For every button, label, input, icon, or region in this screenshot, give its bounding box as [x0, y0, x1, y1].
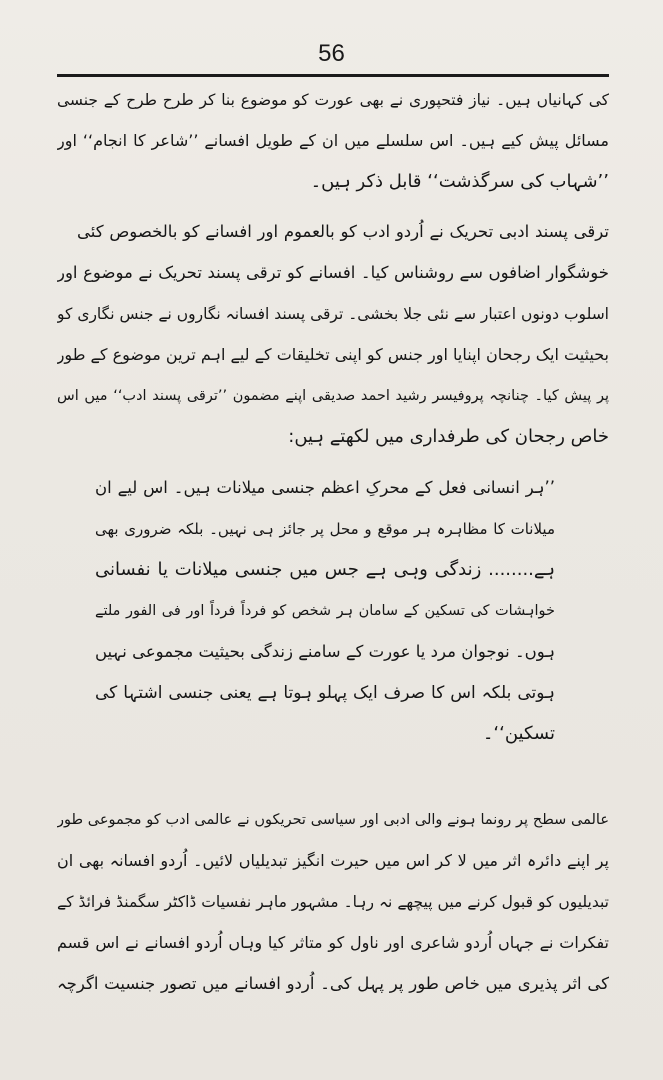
- text-line: عالمی سطح پر رونما ہونے والی ادبی اور سیاسی تحریکوں نے عالمی ادب کو مجموعی طور: [57, 812, 609, 828]
- quote-line: خواہشات کی تسکین کے سامان ہر شخص کو فرداً فرداً اور فی الفور ملتے: [95, 603, 555, 619]
- quote-line: ’’ہر انسانی فعل کے محرکِ اعظم جنسی میلانات ہیں۔ اس لیے ان: [95, 478, 555, 497]
- text-line: خوشگوار اضافوں سے روشناس کیا۔ افسانے کو ترقی پسند تحریک نے موضوع اور: [57, 263, 609, 282]
- text-line: مسائل پیش کیے ہیں۔ اس سلسلے میں ان کے طویل افسانے ’’شاعر کا انجام‘‘ اور: [57, 131, 609, 150]
- text-line: اسلوب دونوں اعتبار سے نئی جلا بخشی۔ ترقی پسند افسانہ نگاروں نے جنس نگاری کو: [57, 305, 609, 323]
- text-line: تفکرات نے جہاں اُردو شاعری اور ناول کو متاثر کیا وہاں اُردو افسانے نے اس قسم: [57, 933, 609, 952]
- page-number: 56: [318, 40, 345, 67]
- text-line: پر اپنے دائرہ اثر میں لا کر اس میں حیرت انگیز تبدیلیاں لائیں۔ اُردو افسانہ بھی ان: [57, 851, 609, 870]
- quote-line: تسکین‘‘۔: [482, 723, 555, 744]
- quote-line: ہوں۔ نوجوان مرد یا عورت کے سامنے زندگی بحیثیت مجموعی نہیں: [95, 642, 555, 661]
- text-line: ترقی پسند ادبی تحریک نے اُردو ادب کو بالعموم اور افسانے کو بالخصوص کئی: [77, 222, 609, 241]
- text-line: ’’شہاب کی سرگذشت‘‘ قابل ذکر ہیں۔: [310, 171, 609, 192]
- text-line: پر پیش کیا۔ چنانچہ پروفیسر رشید احمد صدیقی اپنے مضمون ’’ترقی پسند ادب‘‘ میں اس: [57, 388, 609, 404]
- text-line: کی اثر پذیری میں خاص طور پر پہل کی۔ اُردو افسانے میں تصور جنسیت اگرچہ: [57, 974, 609, 993]
- text-line: کی کہانیاں ہیں۔ نیاز فتحپوری نے بھی عورت کو موضوع بنا کر طرح طرح کے جنسی: [57, 91, 609, 109]
- quote-line: میلانات کا مظاہرہ ہر موقع و محل پر جائز ہی نہیں۔ بلکہ ضروری بھی: [95, 520, 555, 538]
- quote-line: ہے........ زندگی وہی ہے جس میں جنسی میلانات یا نفسانی: [95, 559, 555, 580]
- text-line: خاص رجحان کی طرفداری میں لکھتے ہیں:: [288, 426, 609, 447]
- quote-line: ہوتی بلکہ اس کا صرف ایک پہلو ہوتا ہے یعنی جنسی اشتہا کی: [95, 683, 555, 703]
- text-line: بحیثیت ایک رجحان اپنایا اور جنس کو اپنی تخلیقات کے لیے اہم ترین موضوع کے طور: [57, 345, 609, 364]
- header-rule: [57, 74, 609, 77]
- text-line: تبدیلیوں کو قبول کرنے میں پیچھے نہ رہا۔ مشہور ماہر نفسیات ڈاکٹر سگمنڈ فرائڈ کے: [57, 893, 609, 911]
